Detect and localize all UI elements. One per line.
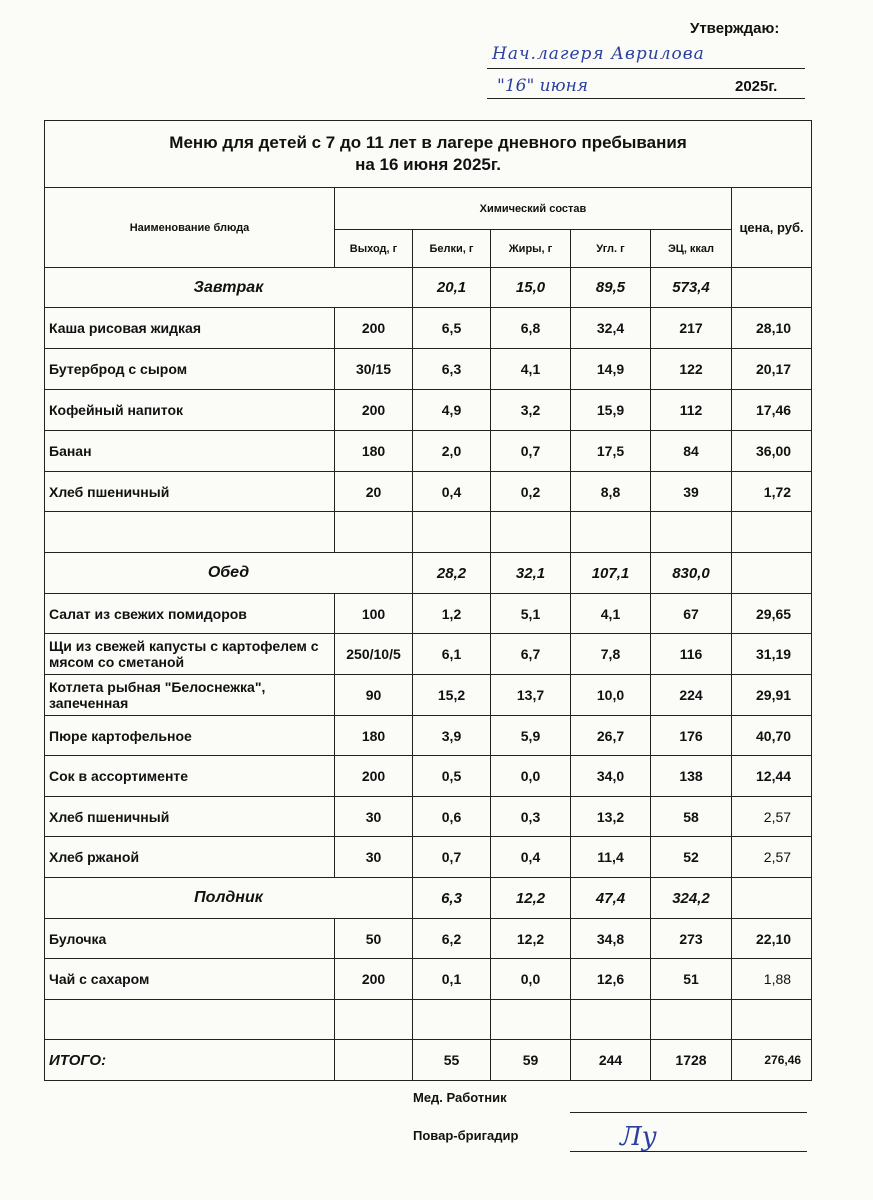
dish-yield: 90	[335, 675, 413, 716]
dish-fat: 5,1	[491, 594, 571, 634]
dish-fat: 3,2	[491, 390, 571, 431]
dish-name: Щи из свежей капусты с картофелем с мясом со сметаной	[45, 634, 335, 675]
dish-carbs: 17,5	[571, 431, 651, 472]
empty-row	[45, 512, 812, 553]
dish-fat: 0,4	[491, 837, 571, 878]
title-line2: на 16 июня 2025г.	[355, 155, 501, 174]
dish-yield: 20	[335, 472, 413, 512]
dish-energy: 52	[651, 837, 732, 878]
dish-price: 29,65	[732, 594, 812, 634]
approval-date-handwritten: "16" июня	[497, 76, 589, 96]
dish-name: Кофейный напиток	[45, 390, 335, 431]
section-energy: 830,0	[651, 553, 732, 594]
header-fat: Жиры, г	[491, 230, 571, 268]
dish-carbs: 26,7	[571, 716, 651, 756]
section-carbs: 107,1	[571, 553, 651, 594]
total-protein: 55	[413, 1040, 491, 1081]
table-row	[45, 308, 812, 349]
dish-name: Хлеб пшеничный	[45, 797, 335, 837]
dish-fat: 0,2	[491, 472, 571, 512]
table-row	[45, 837, 812, 878]
dish-protein: 6,2	[413, 919, 491, 959]
empty-row	[45, 1000, 812, 1040]
dish-protein: 4,9	[413, 390, 491, 431]
dish-name: Булочка	[45, 919, 335, 959]
table-row	[45, 959, 812, 1000]
dish-carbs: 10,0	[571, 675, 651, 716]
cook-signature: Лу	[620, 1122, 657, 1152]
dish-energy: 138	[651, 756, 732, 797]
dish-price: 36,00	[732, 431, 812, 472]
menu-title	[45, 121, 812, 188]
header-energy: ЭЦ, ккал	[651, 230, 732, 268]
section-protein: 28,2	[413, 553, 491, 594]
table-row	[45, 472, 812, 512]
dish-fat: 5,9	[491, 716, 571, 756]
dish-energy: 217	[651, 308, 732, 349]
dish-price: 2,57	[732, 797, 812, 837]
table-row	[45, 349, 812, 390]
section-price-empty	[732, 268, 812, 308]
dish-yield: 250/10/5	[335, 634, 413, 675]
section-carbs: 89,5	[571, 268, 651, 308]
dish-name: Хлеб пшеничный	[45, 472, 335, 512]
dish-name: Сок в ассортименте	[45, 756, 335, 797]
dish-energy: 176	[651, 716, 732, 756]
dish-protein: 0,7	[413, 837, 491, 878]
dish-yield: 180	[335, 716, 413, 756]
dish-name: Бутерброд с сыром	[45, 349, 335, 390]
dish-name: Пюре картофельное	[45, 716, 335, 756]
section-protein: 6,3	[413, 878, 491, 919]
dish-protein: 0,5	[413, 756, 491, 797]
dish-price: 1,72	[732, 472, 812, 512]
total-fat: 59	[491, 1040, 571, 1081]
total-price: 276,46	[732, 1040, 812, 1081]
dish-price: 22,10	[732, 919, 812, 959]
dish-price: 20,17	[732, 349, 812, 390]
dish-protein: 15,2	[413, 675, 491, 716]
dish-energy: 116	[651, 634, 732, 675]
section-energy: 573,4	[651, 268, 732, 308]
dish-fat: 0,0	[491, 959, 571, 1000]
section-energy: 324,2	[651, 878, 732, 919]
total-row	[45, 1040, 812, 1081]
table-row	[45, 716, 812, 756]
dish-fat: 13,7	[491, 675, 571, 716]
dish-name: Салат из свежих помидоров	[45, 594, 335, 634]
dish-carbs: 4,1	[571, 594, 651, 634]
dish-price: 31,19	[732, 634, 812, 675]
dish-price: 40,70	[732, 716, 812, 756]
dish-fat: 12,2	[491, 919, 571, 959]
dish-fat: 6,8	[491, 308, 571, 349]
dish-energy: 58	[651, 797, 732, 837]
table-row	[45, 634, 812, 675]
dish-energy: 224	[651, 675, 732, 716]
dish-protein: 0,6	[413, 797, 491, 837]
section-row-snack	[45, 878, 812, 919]
table-row	[45, 919, 812, 959]
section-title: Завтрак	[45, 268, 413, 308]
dish-fat: 0,3	[491, 797, 571, 837]
dish-carbs: 8,8	[571, 472, 651, 512]
approval-signature: Нач.лагеря Аврилова	[492, 44, 705, 64]
dish-protein: 0,4	[413, 472, 491, 512]
dish-fat: 4,1	[491, 349, 571, 390]
dish-energy: 122	[651, 349, 732, 390]
dish-carbs: 15,9	[571, 390, 651, 431]
section-fat: 12,2	[491, 878, 571, 919]
dish-fat: 0,7	[491, 431, 571, 472]
dish-protein: 2,0	[413, 431, 491, 472]
dish-name: Каша рисовая жидкая	[45, 308, 335, 349]
dish-protein: 3,9	[413, 716, 491, 756]
dish-carbs: 12,6	[571, 959, 651, 1000]
dish-price: 2,57	[732, 837, 812, 878]
dish-carbs: 13,2	[571, 797, 651, 837]
dish-fat: 6,7	[491, 634, 571, 675]
header-carbs: Угл. г	[571, 230, 651, 268]
cook-label: Повар-бригадир	[413, 1128, 519, 1143]
table-row	[45, 756, 812, 797]
dish-protein: 6,1	[413, 634, 491, 675]
section-fat: 32,1	[491, 553, 571, 594]
dish-carbs: 34,0	[571, 756, 651, 797]
dish-name: Хлеб ржаной	[45, 837, 335, 878]
table-row	[45, 675, 812, 716]
cook-signature-line	[570, 1151, 807, 1152]
table-row	[45, 431, 812, 472]
dish-price: 28,10	[732, 308, 812, 349]
dish-protein: 6,3	[413, 349, 491, 390]
total-yield-empty	[335, 1040, 413, 1081]
section-row-breakfast	[45, 268, 812, 308]
dish-protein: 0,1	[413, 959, 491, 1000]
dish-yield: 200	[335, 308, 413, 349]
dish-name: Чай с сахаром	[45, 959, 335, 1000]
section-carbs: 47,4	[571, 878, 651, 919]
dish-carbs: 34,8	[571, 919, 651, 959]
header-dish: Наименование блюда	[45, 188, 335, 268]
dish-name: Котлета рыбная "Белоснежка", запеченная	[45, 675, 335, 716]
table-row	[45, 797, 812, 837]
dish-energy: 51	[651, 959, 732, 1000]
section-protein: 20,1	[413, 268, 491, 308]
header-price: цена, руб.	[732, 188, 812, 268]
dish-fat: 0,0	[491, 756, 571, 797]
dish-yield: 30	[335, 797, 413, 837]
approval-label: Утверждаю:	[690, 20, 780, 37]
total-carbs: 244	[571, 1040, 651, 1081]
dish-energy: 112	[651, 390, 732, 431]
dish-price: 29,91	[732, 675, 812, 716]
medic-label: Мед. Работник	[413, 1090, 507, 1105]
medic-signature-line	[570, 1112, 807, 1113]
dish-yield: 50	[335, 919, 413, 959]
approval-year: 2025г.	[735, 78, 778, 95]
dish-yield: 200	[335, 390, 413, 431]
dish-price: 1,88	[732, 959, 812, 1000]
approval-signature-line	[487, 68, 805, 69]
title-row	[45, 121, 812, 188]
dish-carbs: 7,8	[571, 634, 651, 675]
dish-carbs: 14,9	[571, 349, 651, 390]
section-price-empty	[732, 553, 812, 594]
section-fat: 15,0	[491, 268, 571, 308]
dish-yield: 30	[335, 837, 413, 878]
dish-carbs: 32,4	[571, 308, 651, 349]
approval-date-line	[487, 98, 805, 99]
dish-name: Банан	[45, 431, 335, 472]
dish-price: 12,44	[732, 756, 812, 797]
section-title: Обед	[45, 553, 413, 594]
dish-yield: 200	[335, 959, 413, 1000]
header-row-1	[45, 188, 812, 230]
dish-energy: 84	[651, 431, 732, 472]
dish-energy: 39	[651, 472, 732, 512]
total-label: ИТОГО:	[45, 1040, 335, 1081]
table-row	[45, 594, 812, 634]
dish-price: 17,46	[732, 390, 812, 431]
title-line1: Меню для детей с 7 до 11 лет в лагере дневного пребывания	[169, 133, 687, 152]
section-title: Полдник	[45, 878, 413, 919]
dish-protein: 1,2	[413, 594, 491, 634]
header-chem: Химический состав	[335, 188, 732, 230]
dish-yield: 100	[335, 594, 413, 634]
section-row-lunch	[45, 553, 812, 594]
header-protein: Белки, г	[413, 230, 491, 268]
dish-energy: 67	[651, 594, 732, 634]
total-energy: 1728	[651, 1040, 732, 1081]
dish-energy: 273	[651, 919, 732, 959]
dish-carbs: 11,4	[571, 837, 651, 878]
header-yield: Выход, г	[335, 230, 413, 268]
dish-yield: 180	[335, 431, 413, 472]
menu-table	[44, 120, 812, 1081]
dish-protein: 6,5	[413, 308, 491, 349]
dish-yield: 200	[335, 756, 413, 797]
table-row	[45, 390, 812, 431]
section-price-empty	[732, 878, 812, 919]
dish-yield: 30/15	[335, 349, 413, 390]
